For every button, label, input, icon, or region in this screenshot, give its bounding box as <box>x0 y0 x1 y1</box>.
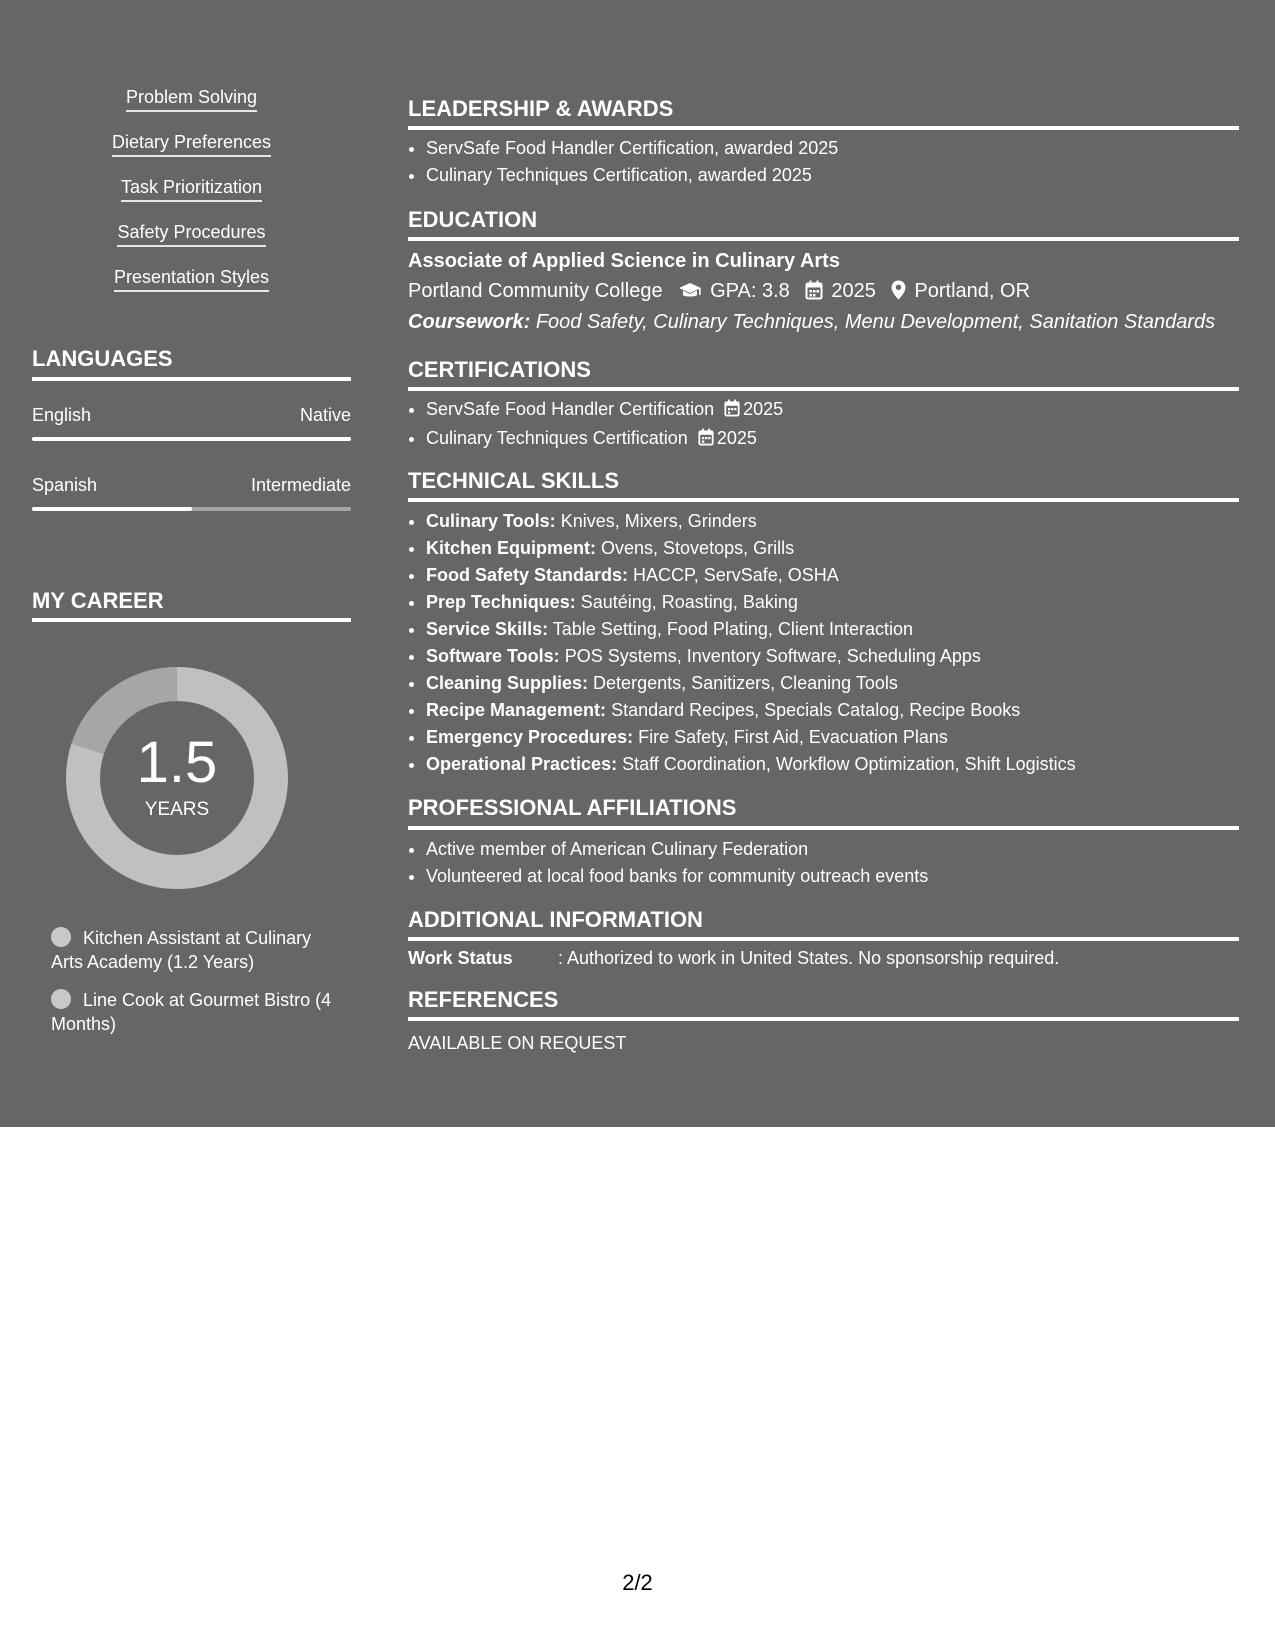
skill-values: Ovens, Stovetops, Grills <box>601 538 795 558</box>
skill-values: POS Systems, Inventory Software, Scheduling Apps <box>564 646 981 666</box>
skill-category: Emergency Procedures: <box>426 727 634 747</box>
calendar-icon <box>724 398 740 425</box>
list-item <box>426 589 1239 616</box>
language-bar-fill <box>32 507 192 511</box>
languages-heading: LANGUAGES <box>32 346 173 371</box>
page-number: 2/2 <box>622 1570 653 1595</box>
list-item <box>426 535 1239 562</box>
skill-label: Problem Solving <box>126 86 257 112</box>
skill-category: Recipe Management: <box>426 700 607 720</box>
list-item <box>426 670 1239 697</box>
skill-item <box>32 176 351 221</box>
technical-skills-rule <box>408 498 1239 502</box>
skill-category: Prep Techniques: <box>426 592 576 612</box>
language-level: Intermediate <box>250 475 351 495</box>
certification-year: 2025 <box>716 428 757 448</box>
location-pin-icon <box>891 280 906 307</box>
calendar-icon <box>805 280 823 307</box>
career-total-value: 1.5 <box>136 730 218 795</box>
legend-dot-icon <box>51 989 71 1009</box>
skill-category: Software Tools: <box>426 646 560 666</box>
skill-item <box>32 266 351 311</box>
work-status-label: Work Status <box>408 948 513 968</box>
language-bar <box>32 437 351 441</box>
coursework-label: Coursework: <box>408 311 531 333</box>
skill-category: Kitchen Equipment: <box>426 538 596 558</box>
list-item <box>426 616 1239 643</box>
affiliations-rule <box>408 826 1239 830</box>
language-level: Native <box>299 405 351 425</box>
certification-name: ServSafe Food Handler Certification <box>426 399 715 419</box>
skill-values: Staff Coordination, Workflow Optimization, Shift Logistics <box>622 754 1076 774</box>
language-bar-fill <box>32 437 351 441</box>
certification-year: 2025 <box>743 399 784 419</box>
leadership-list <box>408 135 1239 189</box>
skill-item <box>32 86 351 131</box>
list-item: • Active member of American Culinary Federation <box>426 836 1239 863</box>
affiliations-heading: PROFESSIONAL AFFILIATIONS <box>408 795 737 820</box>
skill-item <box>32 221 351 266</box>
skill-values: HACCP, ServSafe, OSHA <box>633 565 839 585</box>
additional-info-heading: ADDITIONAL INFORMATION <box>408 907 703 932</box>
leadership-heading: LEADERSHIP & AWARDS <box>408 96 674 121</box>
skill-values: Detergents, Sanitizers, Cleaning Tools <box>593 673 898 693</box>
skill-label: Dietary Preferences <box>112 131 271 157</box>
list-item <box>426 751 1239 778</box>
skills-list <box>32 86 351 311</box>
list-item <box>426 508 1239 535</box>
certification-name: Culinary Techniques Certification <box>426 428 688 448</box>
skill-category: Cleaning Supplies: <box>426 673 589 693</box>
education-location: Portland, OR <box>914 280 1031 302</box>
education-rule <box>408 237 1239 241</box>
additional-info-rule <box>408 937 1239 941</box>
technical-skills-list <box>408 508 1239 778</box>
skill-item <box>32 131 351 176</box>
languages-rule <box>32 377 351 381</box>
list-item <box>426 562 1239 589</box>
certifications-heading: CERTIFICATIONS <box>408 357 591 382</box>
list-item <box>426 643 1239 670</box>
language-name: English <box>32 405 92 425</box>
education-coursework <box>408 309 1215 335</box>
affiliations-list <box>408 836 1239 890</box>
skill-category: Service Skills: <box>426 619 549 639</box>
career-item <box>51 988 341 1036</box>
career-heading: MY CAREER <box>32 588 164 613</box>
career-rule <box>32 618 351 622</box>
language-bar <box>32 507 351 511</box>
list-item: • ServSafe Food Handler Certification, awarded 2025 <box>426 135 1239 162</box>
technical-skills-heading: TECHNICAL SKILLS <box>408 468 620 493</box>
education-heading: EDUCATION <box>408 207 538 232</box>
language-name: Spanish <box>32 475 98 495</box>
work-status-row <box>408 946 1059 970</box>
skill-values: Knives, Mixers, Grinders <box>560 511 757 531</box>
skill-label: Presentation Styles <box>114 266 269 292</box>
education-degree: Associate of Applied Science in Culinary Arts <box>408 250 840 272</box>
calendar-icon <box>698 427 714 454</box>
skill-category: Food Safety Standards: <box>426 565 629 585</box>
graduation-cap-icon <box>678 281 702 307</box>
list-item <box>426 724 1239 751</box>
list-item <box>426 425 1239 454</box>
list-item: • Culinary Techniques Certification, awarded 2025 <box>426 162 1239 189</box>
career-item-text: Kitchen Assistant at Culinary Arts Academy (1.2 Years) <box>51 928 312 972</box>
certifications-rule <box>408 387 1239 391</box>
skill-category: Culinary Tools: <box>426 511 556 531</box>
leadership-rule <box>408 126 1239 130</box>
education-school: Portland Community College <box>408 280 663 302</box>
skill-category: Operational Practices: <box>426 754 618 774</box>
list-item <box>426 396 1239 425</box>
skill-values: Sautéing, Roasting, Baking <box>580 592 798 612</box>
skill-values: Standard Recipes, Specials Catalog, Recipe Books <box>611 700 1021 720</box>
certifications-list <box>408 396 1239 454</box>
references-rule <box>408 1017 1239 1021</box>
references-heading: REFERENCES <box>408 987 559 1012</box>
skill-label: Task Prioritization <box>121 176 262 202</box>
work-status-value: : Authorized to work in United States. No sponsorship required. <box>558 948 1060 968</box>
education-details <box>408 278 1030 307</box>
list-item: • Volunteered at local food banks for community outreach events <box>426 863 1239 890</box>
list-item <box>426 697 1239 724</box>
career-total-unit: YEARS <box>144 799 210 820</box>
skill-values: Table Setting, Food Plating, Client Interaction <box>552 619 913 639</box>
education-year: 2025 <box>831 280 876 302</box>
skill-values: Fire Safety, First Aid, Evacuation Plans <box>638 727 948 747</box>
references-text: AVAILABLE ON REQUEST <box>408 1033 627 1053</box>
career-item <box>51 926 341 974</box>
education-gpa: GPA: 3.8 <box>710 280 790 302</box>
career-item-text: Line Cook at Gourmet Bistro (4 Months) <box>51 990 332 1034</box>
legend-dot-icon <box>51 927 71 947</box>
skill-label: Safety Procedures <box>117 221 265 247</box>
coursework-text: Food Safety, Culinary Techniques, Menu Development, Sanitation Standards <box>535 311 1216 333</box>
